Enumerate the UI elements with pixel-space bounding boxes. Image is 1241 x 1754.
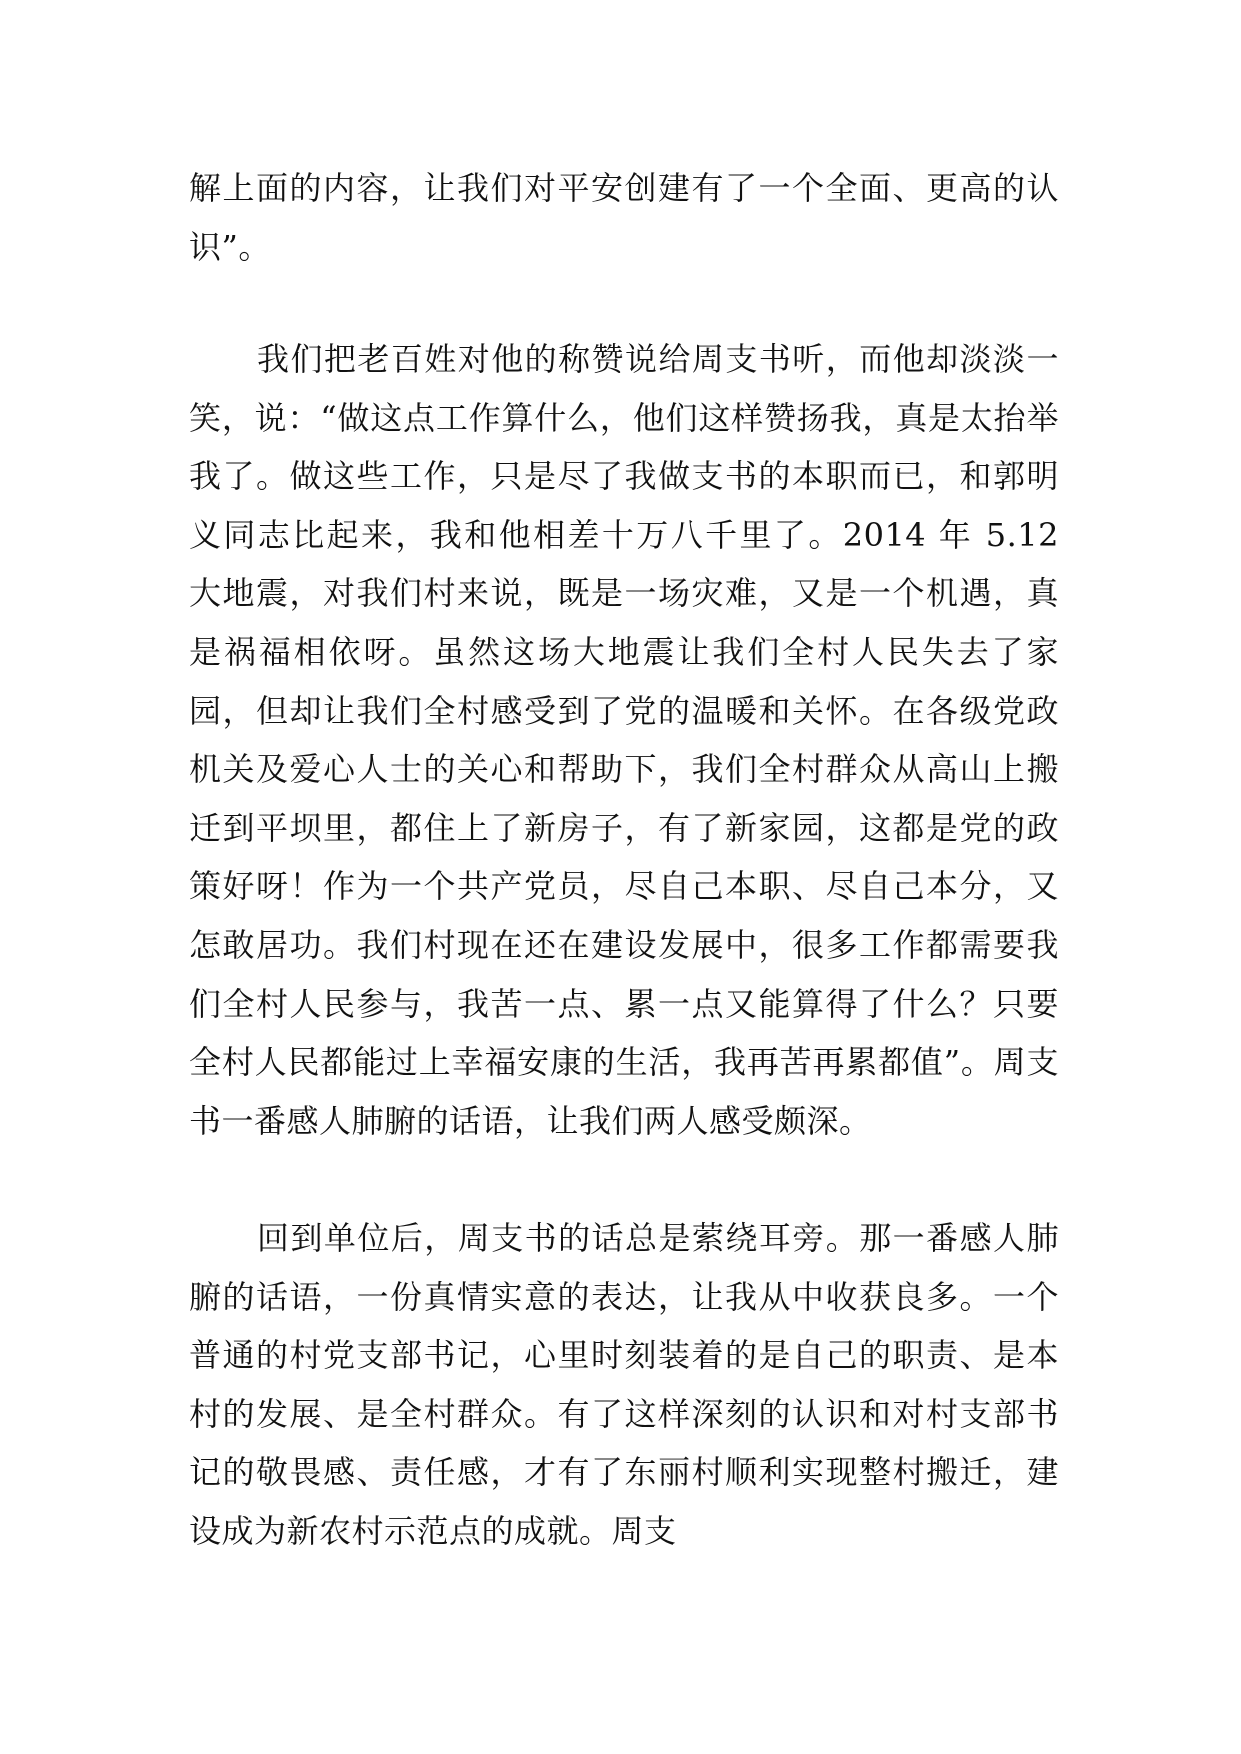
paragraph-quote: 我们把老百姓对他的称赞说给周支书听，而他却淡淡一笑，说：“做这点工作算什么，他们这样赞扬我，真是太抬举我了。做这些工作，只是尽了我做支书的本职而已，和郭明义同志比起来，我和他相差十万八千里了。2014 年 5.12 大地震，对我们村来说，既是一场灾难，又是一个机遇，真是祸福相依呀。虽然这场大地震让我们全村人民失去了家园，但却让我们全村感受到了党的温暖和关怀。在各级党政机关及爱心人士的关心和帮助下，我们全村群众从高山上搬迁到平坝里，都住上了新房子，有了新家园，这都是党的政策好呀！作为一个共产党员，尽自己本职、尽自己本分，又怎敢居功。我们村现在还在建设发展中，很多工作都需要我们全村人民参与，我苦一点、累一点又能算得了什么？只要全村人民都能过上幸福安康的生活，我再苦再累都值”。周支书一番感人肺腑的话语，让我们两人感受颇深。 xyxy=(189,340,1059,1140)
paragraph-reflection: 回到单位后，周支书的话总是萦绕耳旁。那一番感人肺腑的话语，一份真情实意的表达，让我从中收获良多。一个普通的村党支部书记，心里时刻装着的是自己的职责、是本村的发展、是全村群众。有了这样深刻的认识和对村支部书记的敬畏感、责任感，才有了东丽村顺利实现整村搬迁，建设成为新农村示范点的成就。周支 xyxy=(189,1219,1059,1550)
paragraph-continuation: 解上面的内容，让我们对平安创建有了一个全面、更高的认识”。 xyxy=(189,169,1059,266)
